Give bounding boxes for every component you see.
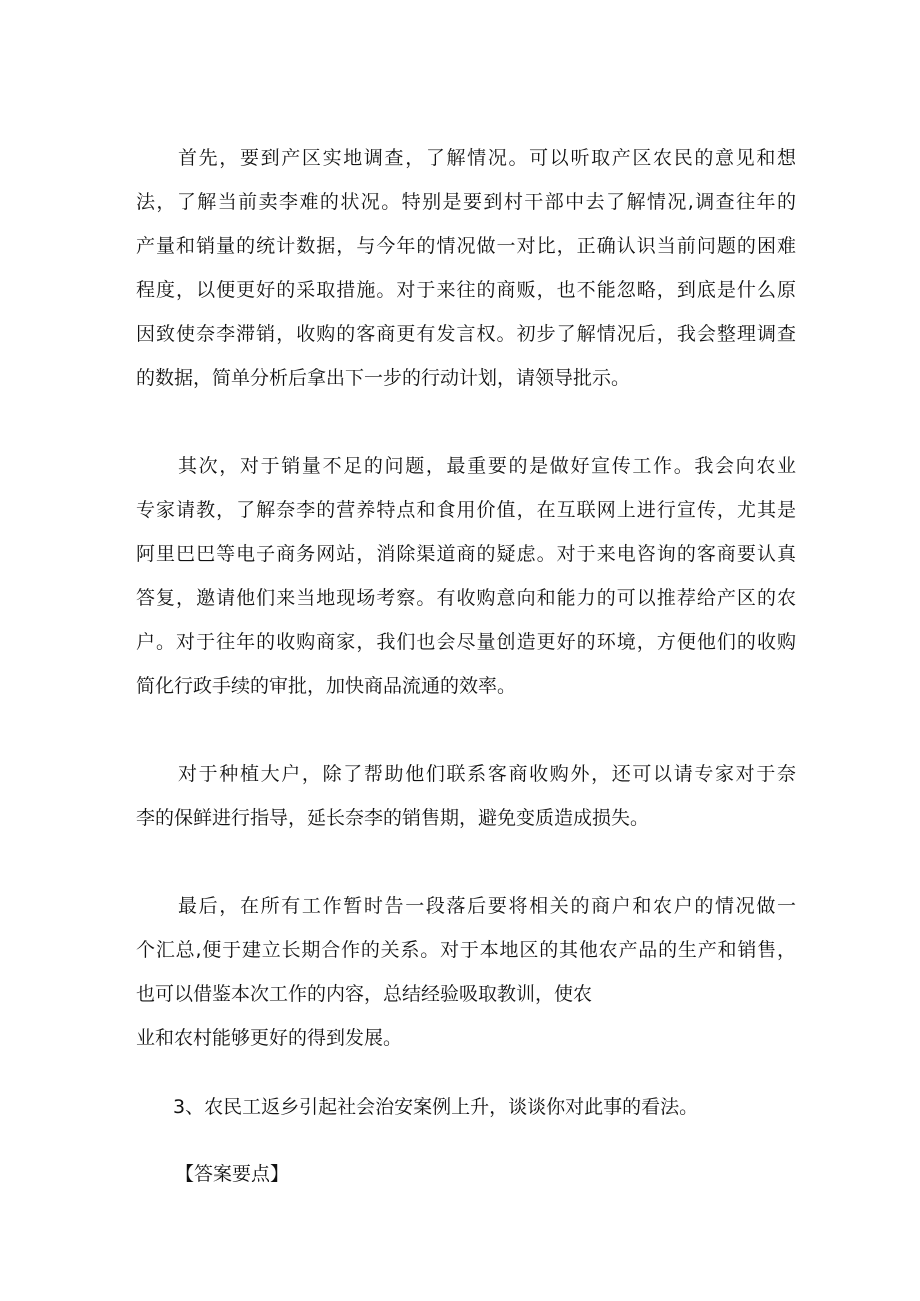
paragraph-1-line-1: 首先，要到产区实地调查，了解情况。可以听取产区农民的意见和想 [178,147,796,169]
paragraph-4-line-4: 业和农村能够更好的得到发展。 [136,1027,403,1049]
paragraph-4-line-3: 也可以借鉴本次工作的内容，总结经验吸取教训，使农 [136,983,593,1005]
paragraph-2-line-2: 专家请教，了解奈李的营养特点和食用价值，在互联网上进行宣传，尤其是 [136,499,796,521]
answer-heading: 【答案要点】 [175,1163,290,1185]
paragraph-2-line-5: 户。对于往年的收购商家，我们也会尽量创造更好的环境，方便他们的收购 [136,631,796,653]
question-3: 3、农民工返乡引起社会治安案例上升，谈谈你对此事的看法。 [173,1096,699,1118]
paragraph-4-line-2: 个汇总,便于建立长期合作的关系。对于本地区的其他农产品的生产和销售， [136,939,796,961]
paragraph-3-line-2: 李的保鲜进行指导，延长奈李的销售期，避免变质造成损失。 [136,807,650,829]
paragraph-1-line-6: 的数据，简单分析后拿出下一步的行动计划，请领导批示。 [136,367,631,389]
paragraph-1-line-5: 因致使奈李滞销，收购的客商更有发言权。初步了解情况后，我会整理调查 [136,323,796,345]
paragraph-2-line-1: 其次，对于销量不足的问题，最重要的是做好宣传工作。我会向农业 [178,455,796,477]
paragraph-2-line-3: 阿里巴巴等电子商务网站，消除渠道商的疑虑。对于来电咨询的客商要认真 [136,543,796,565]
paragraph-1-line-2: 法，了解当前卖李难的状况。特别是要到村干部中去了解情况,调查往年的 [136,191,796,213]
paragraph-2-line-6: 简化行政手续的审批，加快商品流通的效率。 [136,675,517,697]
paragraph-4-line-1: 最后，在所有工作暂时告一段落后要将相关的商户和农户的情况做一 [178,895,796,917]
paragraph-2-line-4: 答复，邀请他们来当地现场考察。有收购意向和能力的可以推荐给产区的农 [136,587,796,609]
paragraph-1-line-3: 产量和销量的统计数据，与今年的情况做一对比，正确认识当前问题的困难 [136,235,796,257]
paragraph-1-line-4: 程度，以便更好的采取措施。对于来往的商贩，也不能忽略，到底是什么原 [136,279,796,301]
paragraph-3-line-1: 对于种植大户，除了帮助他们联系客商收购外，还可以请专家对于奈 [178,763,796,785]
